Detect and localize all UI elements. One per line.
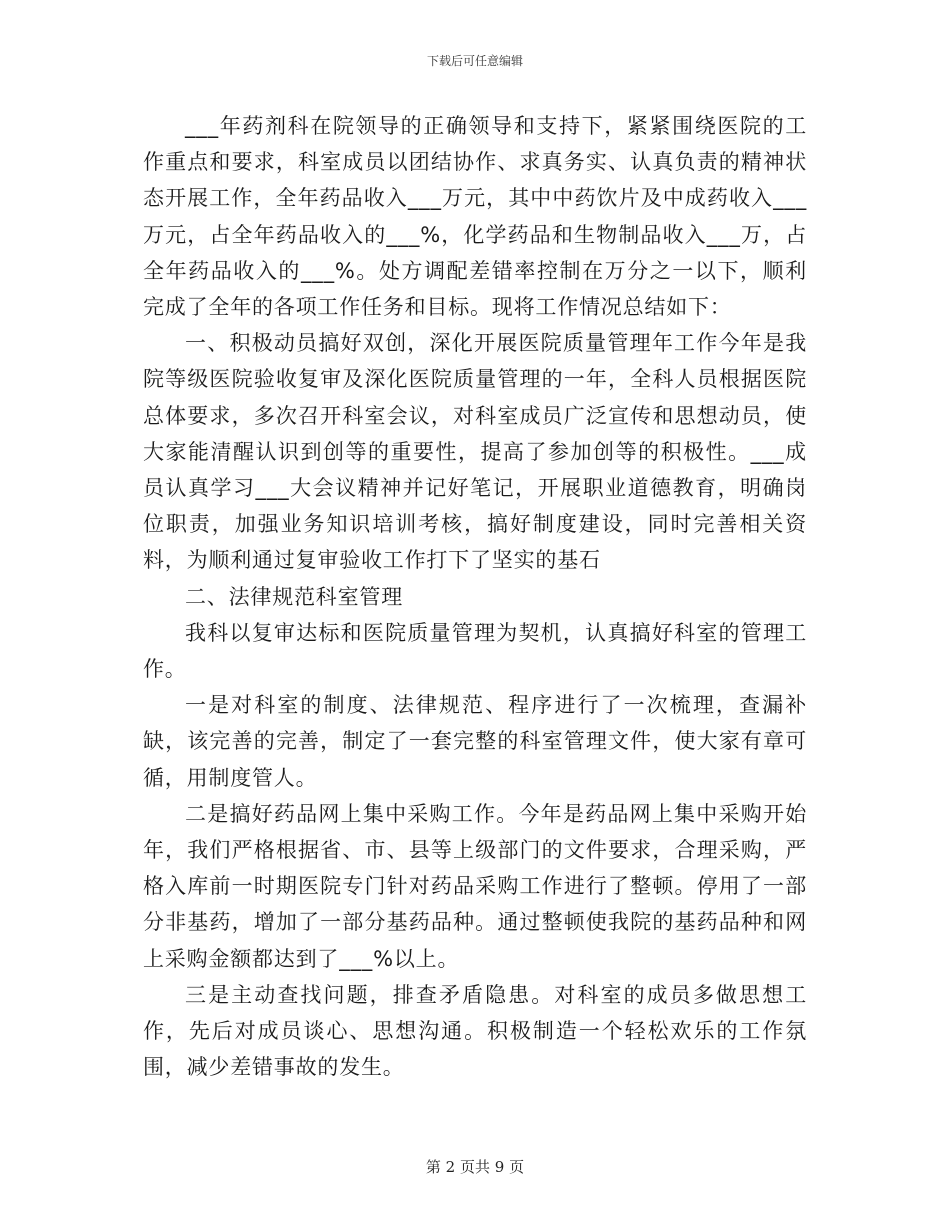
section-heading-2: 二、法律规范科室管理 bbox=[185, 584, 403, 609]
paragraph-section-1: 一、积极动员搞好双创，深化开展医院质量管理年工作今年是我院等级医院验收复审及深化医院质量管理的一年，全科人员根据医院总体要求，多次召开科室会议，对科室成员广泛宣传和思想动员，使大家能清醒认识到创等的重要性，提高了参加创等的积极性。___成员认真学习___大会议精神并记好笔记，开展职业道德教育，明确岗位职责，加强业务知识培训考核，搞好制度建设，同时完善相关资料，为顺利通过复审验收工作打下了坚实的基石 bbox=[143, 331, 807, 573]
paragraph-section-2-intro: 我科以复审达标和医院质量管理为契机，认真搞好科室的管理工作。 bbox=[143, 620, 807, 682]
document-body bbox=[143, 108, 807, 1085]
page-header: 下载后可任意编辑 bbox=[426, 54, 523, 68]
paragraph-item-1: 一是对科室的制度、法律规范、程序进行了一次梳理，查漏补缺，该完善的完善，制定了一套完整的科室管理文件，使大家有章可循，用制度管人。 bbox=[143, 693, 807, 790]
page-footer: 第 2 页共 9 页 bbox=[425, 1158, 525, 1176]
paragraph-intro: ___年药剂科在院领导的正确领导和支持下，紧紧围绕医院的工作重点和要求，科室成员以团结协作、求真务实、认真负责的精神状态开展工作，全年药品收入___万元，其中中药饮片及中成药收入___万元，占全年药品收入的___%，化学药品和生物制品收入___万，占全年药品收入的___%。处方调配差错率控制在万分之一以下，顺利完成了全年的各项工作任务和目标。现将工作情况总结如下： bbox=[143, 114, 807, 320]
paragraph-item-3: 三是主动查找问题，排查矛盾隐患。对科室的成员多做思想工作，先后对成员谈心、思想沟通。积极制造一个轻松欢乐的工作氛围，减少差错事故的发生。 bbox=[143, 982, 807, 1080]
paragraph-item-2: 二是搞好药品网上集中采购工作。今年是药品网上集中采购开始年，我们严格根据省、市、县等上级部门的文件要求，合理采购，严格入库前一时期医院专门针对药品采购工作进行了整顿。停用了一部分非基药，增加了一部分基药品种。通过整顿使我院的基药品种和网上采购金额都达到了___%以上。 bbox=[143, 801, 807, 971]
